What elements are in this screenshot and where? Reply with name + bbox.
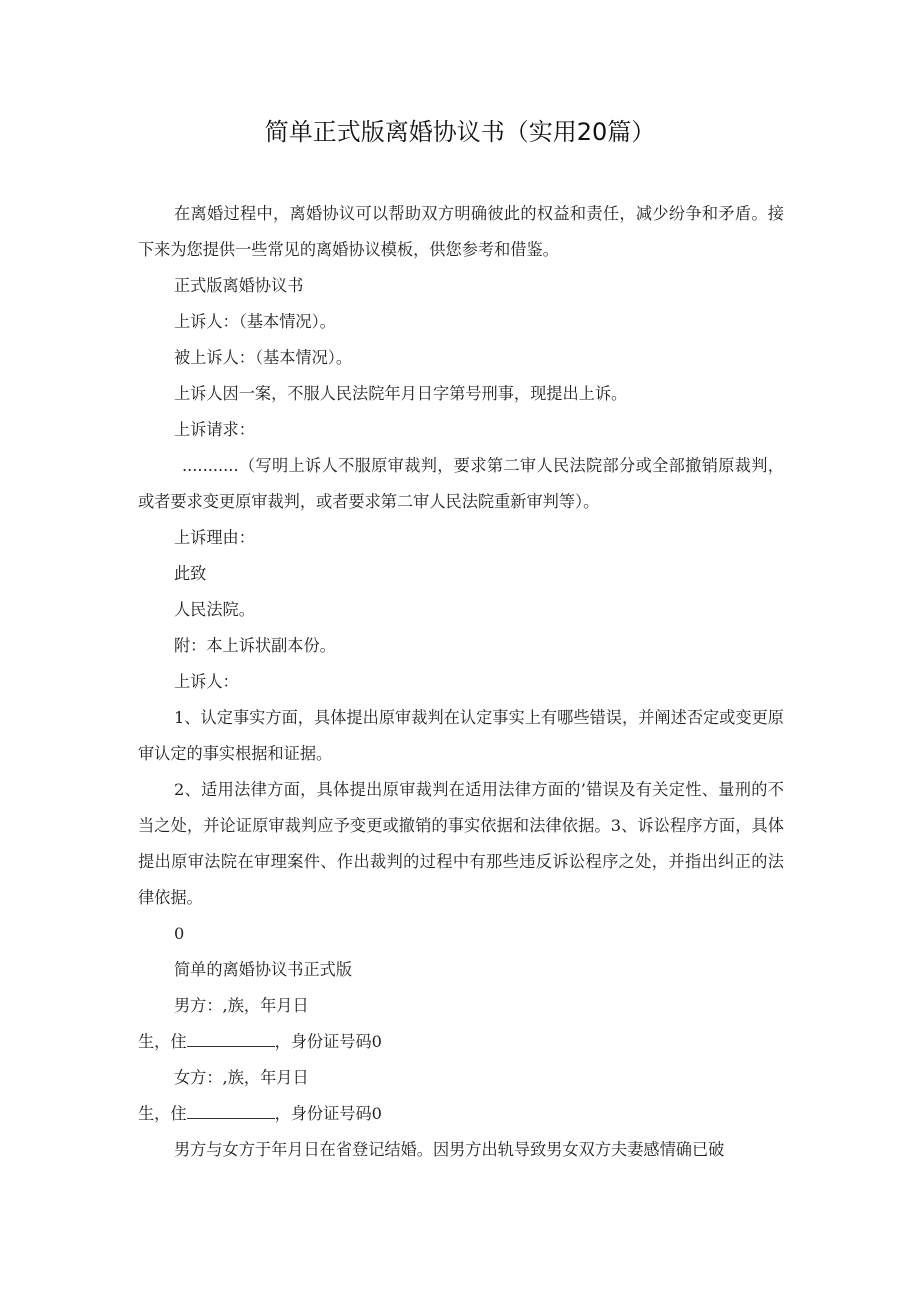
appellee-line: 被上诉人：（基本情况）。 [174,348,353,367]
section-heading-simple: 简单的离婚协议书正式版 [174,960,353,979]
female-birth-prefix: 生，住 [138,1104,187,1123]
intro-paragraph: 在离婚过程中，离婚协议可以帮助双方明确彼此的权益和责任，减少纷争和矛盾。接下来为您提供一些常见的离婚协议模板，供您参考和借鉴。 [138,204,784,259]
request-text: ...........（写明上诉人不服原审裁判，要求第二审人民法院部分或全部撤销原裁判，或者要求变更原审裁判，或者要求第二审人民法院重新审判等）。 [138,456,784,511]
point-2-paragraph: 2、适用法律方面，具体提出原审裁判在适用法律方面的’错误及有关定性、量刑的不当之处，并论证原审裁判应予变更或撤销的事实依据和法律依据。3、诉讼程序方面，具体提出原审法院在审理案件、作出裁判的过程中有那些违反诉讼程序之处，并指出纠正的法律依据。 [138,780,784,907]
point-1-paragraph: 1、认定事实方面，具体提出原审裁判在认定事实上有哪些错误，并阐述否定或变更原审认定的事实根据和证据。 [138,708,784,763]
male-birth-line [138,1024,784,1060]
document-title: 简单正式版离婚协议书（实用20篇） [264,118,656,146]
appellant-signature-line: 上诉人： [174,672,239,691]
female-address-blank [187,1104,275,1119]
section-heading-formal: 正式版离婚协议书 [174,276,304,295]
male-party-line: 男方：,族，年月日 [174,996,309,1015]
document-body [138,196,784,1168]
male-birth-suffix: ，身份证号码0 [274,1032,382,1051]
grounds-label: 上诉理由： [174,528,255,547]
attachment-line: 附：本上诉状副本份。 [174,636,336,655]
male-address-blank [187,1032,275,1047]
female-birth-line [138,1096,784,1132]
marriage-paragraph: 男方与女方于年月日在省登记结婚。因男方出轨导致男女双方夫妻感情确已破 [174,1140,725,1159]
appellant-line: 上诉人：（基本情况）。 [174,312,336,331]
female-birth-suffix: ，身份证号码0 [274,1104,382,1123]
regards-line: 此致 [174,564,207,583]
court-line: 人民法院。 [174,600,255,619]
request-label: 上诉请求： [174,420,255,439]
case-reason-line: 上诉人因一案，不服人民法院年月日字第号刑事，现提出上诉。 [174,384,628,403]
female-party-line: 女方：,族，年月日 [174,1068,309,1087]
male-birth-prefix: 生，住 [138,1032,187,1051]
zero-line: 0 [174,924,185,943]
